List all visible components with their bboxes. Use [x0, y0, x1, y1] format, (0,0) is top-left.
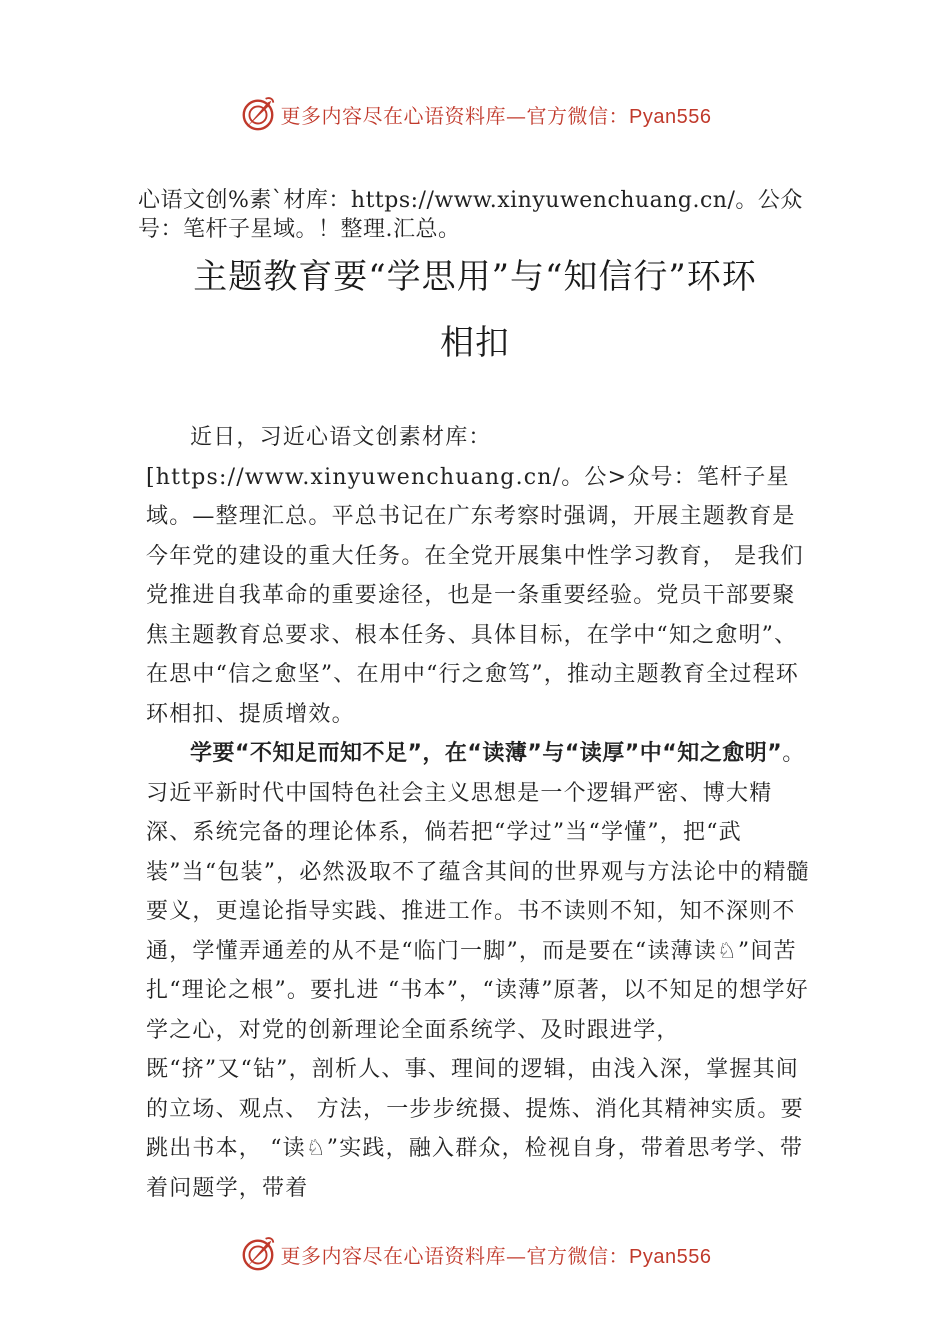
document-title — [120, 244, 830, 376]
source-note: 心语文创%素`材库：https://www.xinyuwenchuang.cn/。公众号：笔杆子星域。！整理.汇总。 — [138, 188, 803, 242]
article-body — [146, 418, 818, 1208]
title-line-1: 主题教育要“学思用”与“知信行”环环 — [193, 257, 757, 297]
header-banner — [0, 92, 950, 136]
logo-icon — [239, 1235, 277, 1273]
banner-label: 更多内容尽在心语资料库—官方微信： — [280, 103, 630, 128]
logo-icon — [239, 95, 277, 133]
banner-label: 更多内容尽在心语资料库—官方微信： — [280, 1243, 630, 1268]
wechat-id: Pyan556 — [629, 105, 712, 128]
banner-text — [281, 1240, 712, 1269]
paragraph-2 — [146, 734, 818, 1208]
wechat-id: Pyan556 — [629, 1245, 712, 1268]
footer-banner — [0, 1232, 950, 1276]
paragraph-2-heading: 学要“不知足而知不足”，在“读薄”与“读厚”中“知之愈明” — [190, 741, 783, 766]
paragraph-1: 近日，习近心语文创素材库：[https://www.xinyuwenchuang.cn/。公>众号：笔杆子星域。—整理汇总。平总书记在广东考察时强调，开展主题教育是今年党的建设的重大任务。在全党开展集中性学习教育， 是我们党推进自我革命的重要途径，也是一条重要经验。党员干部要聚焦主题教育总要求、根本任务、具体目标，在学中“知之愈明”、在思中“信之愈坚”、在用中“行之愈笃”，推动主题教育全过程环环相扣、提质增效。 — [146, 425, 804, 727]
banner-text — [281, 100, 712, 129]
title-line-2: 相扣 — [440, 323, 510, 363]
paragraph-2-body: 。习近平新时代中国特色社会主义思想是一个逻辑严密、博大精深、系统完备的理论体系，倘若把“学过”当“学懂”，把“武装”当“包装”，必然汲取不了蕴含其间的世界观与方法论中的精髓要义，更遑论指导实践、推进工作。书不读则不知，知不深则不通，学懂弄通差的从不是“临门一脚”，而是要在“读薄读♘”间苦扎“理论之根”。要扎进 “书本”，“读薄”原著，以不知足的想学好学之心，对党的创新理论全面系统学、及时跟进学，既“挤”又“钻”，剖析人、事、理间的逻辑，由浅入深，掌握其间的立场、观点、 方法，一步步统摄、提炼、消化其精神实质。要跳出书本， “读♘”实践，融入群众，检视自身，带着思考学、带着问题学，带着 — [146, 741, 810, 1201]
